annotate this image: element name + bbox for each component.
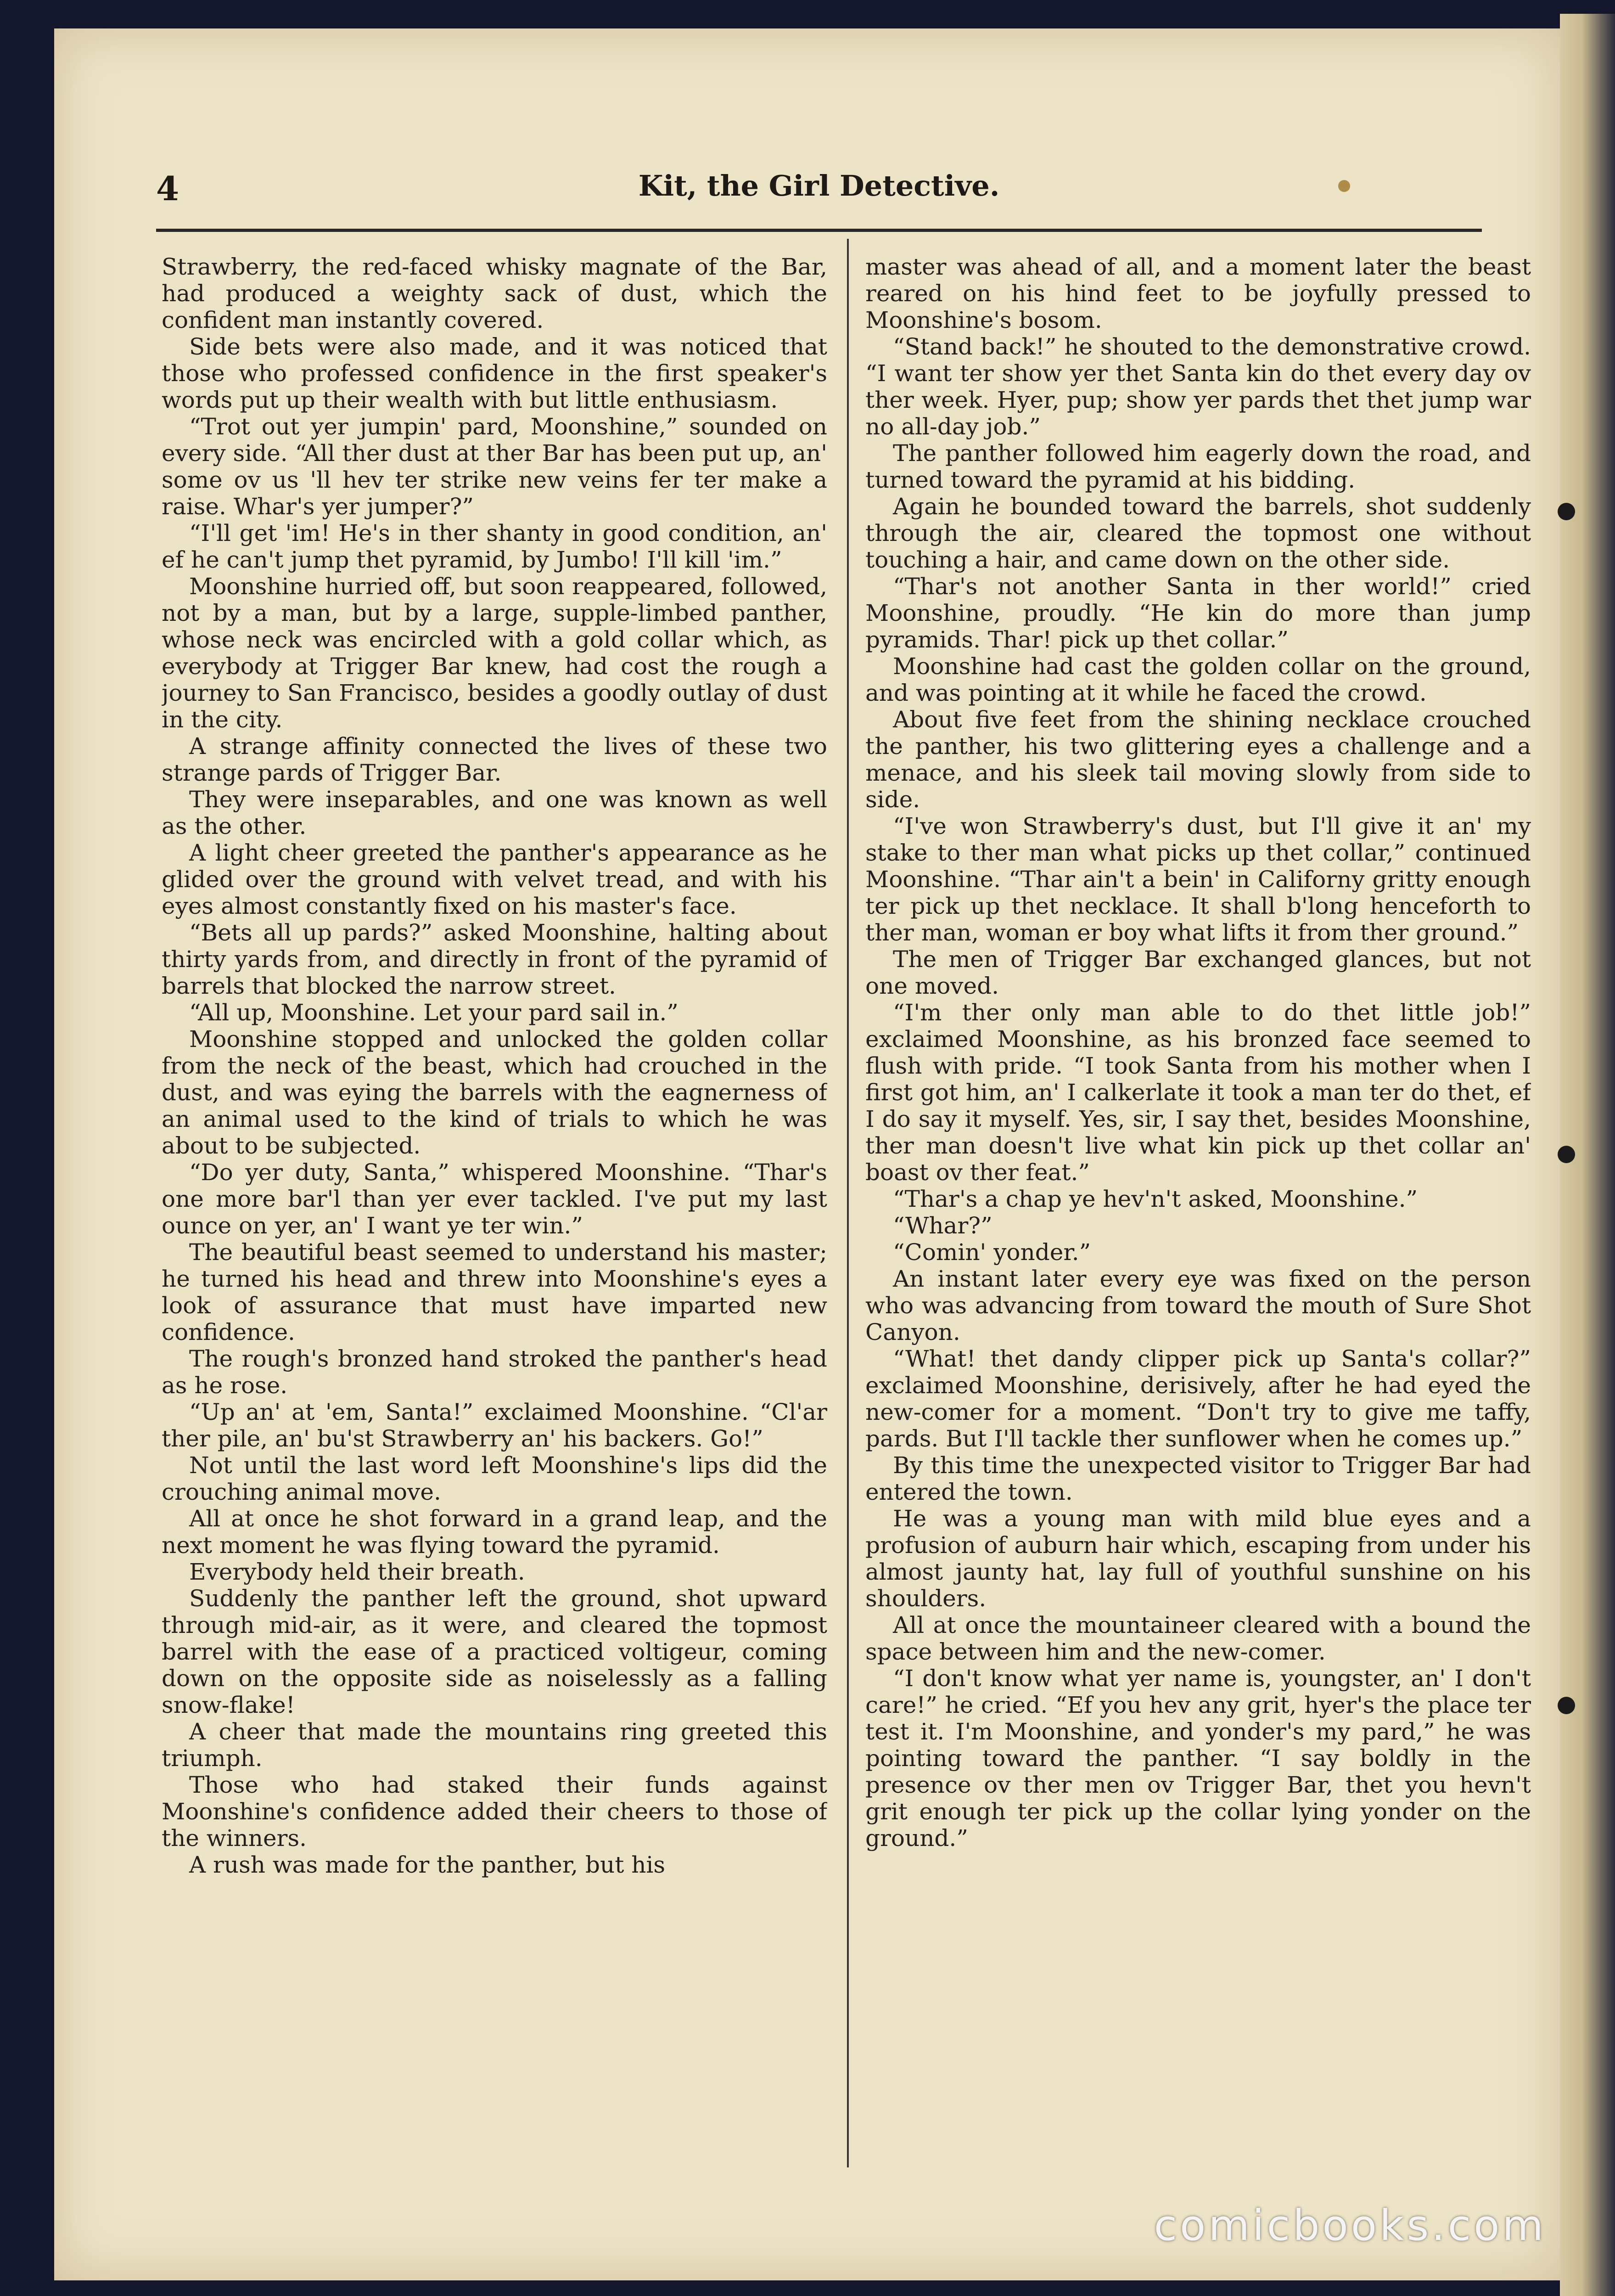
paragraph: “Trot out yer jumpin' pard, Moonshine,” sounded on every side. “All ther dust at ther Bar has been put up, an' some ov us 'll hev ter strike new veins fer ter make a raise. Whar's yer jumper?”: [162, 413, 827, 520]
watermark: comicbooks.com: [1154, 2201, 1546, 2250]
ink-spot-icon: [1338, 180, 1350, 192]
paragraph: By this time the unexpected visitor to Trigger Bar had entered the town.: [865, 1452, 1531, 1505]
paragraph: The men of Trigger Bar exchanged glances, but not one moved.: [865, 946, 1531, 999]
paragraph: “Stand back!” he shouted to the demonstrative crowd. “I want ter show yer thet Santa kin do thet every day ov ther week. Hyer, pup; show yer pards thet thet jump war no all-day job.”: [865, 333, 1531, 440]
paragraph: “Thar's not another Santa in ther world!” cried Moonshine, proudly. “He kin do more than jump pyramids. Thar! pick up thet collar.”: [865, 573, 1531, 653]
paragraph: A light cheer greeted the panther's appearance as he glided over the ground with velvet tread, and with his eyes almost constantly fixed on his master's face.: [162, 839, 827, 919]
paragraph: Moonshine hurried off, but soon reappeared, followed, not by a man, but by a large, supple-limbed panther, whose neck was encircled with a gold collar which, as everybody at Trigger Bar knew, had cost the rough a journey to San Francisco, besides a goodly outlay of dust in the city.: [162, 573, 827, 733]
paragraph: About five feet from the shining necklace crouched the panther, his two glittering eyes a challenge and a menace, and his sleek tail moving slowly from side to side.: [865, 706, 1531, 813]
paragraph: “Do yer duty, Santa,” whispered Moonshine. “Thar's one more bar'l than yer ever tackled. I've put my last ounce on yer, an' I want ye ter win.”: [162, 1159, 827, 1239]
paragraph: The panther followed him eagerly down the road, and turned toward the pyramid at his bidding.: [865, 440, 1531, 493]
staple-hole-icon: [1558, 1697, 1575, 1714]
staple-hole-icon: [1558, 1146, 1575, 1163]
paragraph: Not until the last word left Moonshine's lips did the crouching animal move.: [162, 1452, 827, 1505]
paragraph: Moonshine stopped and unlocked the golden collar from the neck of the beast, which had crouched in the dust, and was eying the barrels with the eagnerness of an animal used to the kind of trials to which he was about to be subjected.: [162, 1026, 827, 1159]
paragraph: The rough's bronzed hand stroked the panther's head as he rose.: [162, 1345, 827, 1399]
left-column: [162, 253, 827, 2168]
paragraph: “Comin' yonder.”: [893, 1239, 1091, 1266]
paragraph: A rush was made for the panther, but his: [189, 1851, 666, 1878]
paragraph: All at once the mountaineer cleared with a bound the space between him and the new-comer.: [865, 1612, 1531, 1665]
running-title: Kit, the Girl Detective.: [638, 169, 1000, 203]
paragraph: master was ahead of all, and a moment later the beast reared on his hind feet to be joyfully pressed to Moonshine's bosom.: [865, 253, 1531, 333]
paragraph: Strawberry, the red-faced whisky magnate of the Bar, had produced a weighty sack of dust, which the confident man instantly covered.: [162, 253, 827, 333]
paragraph: A cheer that made the mountains ring greeted this triumph.: [162, 1718, 827, 1772]
paragraph: “All up, Moonshine. Let your pard sail in.”: [189, 999, 679, 1026]
column-divider: [847, 239, 849, 2167]
paragraph: “Whar?”: [893, 1212, 993, 1239]
paragraph: “I'm ther only man able to do thet little job!” exclaimed Moonshine, as his bronzed face seemed to flush with pride. “I took Santa from his mother when I first got him, an' I calkerlate it took a man ter do thet, ef I do say it myself. Yes, sir, I say thet, besides Moonshine, ther man doesn't live what kin pick up thet collar an' boast ov ther feat.”: [865, 999, 1531, 1186]
paragraph: “Bets all up pards?” asked Moonshine, halting about thirty yards from, and directly in front of the pyramid of barrels that blocked the narrow street.: [162, 919, 827, 999]
paragraph: Those who had staked their funds against Moonshine's confidence added their cheers to those of the winners.: [162, 1772, 827, 1851]
paragraph: Suddenly the panther left the ground, shot upward through mid-air, as it were, and cleared the topmost barrel with the ease of a practiced voltigeur, coming down on the opposite side as noiselessly as a falling snow-flake!: [162, 1585, 827, 1718]
paragraph: An instant later every eye was fixed on the person who was advancing from toward the mouth of Sure Shot Canyon.: [865, 1266, 1531, 1345]
page-number: 4: [156, 169, 179, 208]
paragraph: “Up an' at 'em, Santa!” exclaimed Moonshine. “Cl'ar ther pile, an' bu'st Strawberry an' his backers. Go!”: [162, 1399, 827, 1452]
paragraph: Again he bounded toward the barrels, shot suddenly through the air, cleared the topmost one without touching a hair, and came down on the other side.: [865, 493, 1531, 573]
paragraph: Side bets were also made, and it was noticed that those who professed confidence in the first speaker's words put up their wealth with but little enthusiasm.: [162, 333, 827, 413]
paragraph: “I'll get 'im! He's in ther shanty in good condition, an' ef he can't jump thet pyramid, by Jumbo! I'll kill 'im.”: [162, 520, 827, 573]
paragraph: Moonshine had cast the golden collar on the ground, and was pointing at it while he faced the crowd.: [865, 653, 1531, 706]
staple-hole-icon: [1558, 503, 1575, 520]
paragraph: “I don't know what yer name is, youngster, an' I don't care!” he cried. “Ef you hev any grit, hyer's the place ter test it. I'm Moonshine, and yonder's my pard,” he was pointing toward the panther. “I say boldly in the presence ov ther men ov Trigger Bar, thet you hevn't grit enough ter pick up the collar lying yonder on the ground.”: [865, 1665, 1531, 1851]
paragraph: The beautiful beast seemed to understand his master; he turned his head and threw into Moonshine's eyes a look of assurance that must have imparted new confidence.: [162, 1239, 827, 1345]
paragraph: A strange affinity connected the lives of these two strange pards of Trigger Bar.: [162, 733, 827, 786]
right-column: [865, 253, 1531, 2168]
paragraph: They were inseparables, and one was known as well as the other.: [162, 786, 827, 839]
paragraph: “I've won Strawberry's dust, but I'll give it an' my stake to ther man what picks up thet collar,” continued Moonshine. “Thar ain't a bein' in Californy gritty enough ter pick up thet necklace. It shall b'long henceforth to ther man, woman er boy what lifts it from ther ground.”: [865, 813, 1531, 946]
paragraph: He was a young man with mild blue eyes and a profusion of auburn hair which, escaping from under his almost jaunty hat, lay full of youthful sunshine on his shoulders.: [865, 1505, 1531, 1612]
paragraph: All at once he shot forward in a grand leap, and the next moment he was flying toward the pyramid.: [162, 1505, 827, 1559]
paragraph: “Thar's a chap ye hev'n't asked, Moonshine.”: [893, 1186, 1418, 1212]
header-rule: [156, 229, 1482, 232]
paragraph: “What! thet dandy clipper pick up Santa's collar?” exclaimed Moonshine, derisively, after he had eyed the new-comer for a moment. “Don't try to give me taffy, pards. But I'll tackle ther sunflower when he comes up.”: [865, 1345, 1531, 1452]
paragraph: Everybody held their breath.: [189, 1559, 525, 1585]
page-header: [156, 169, 1482, 224]
